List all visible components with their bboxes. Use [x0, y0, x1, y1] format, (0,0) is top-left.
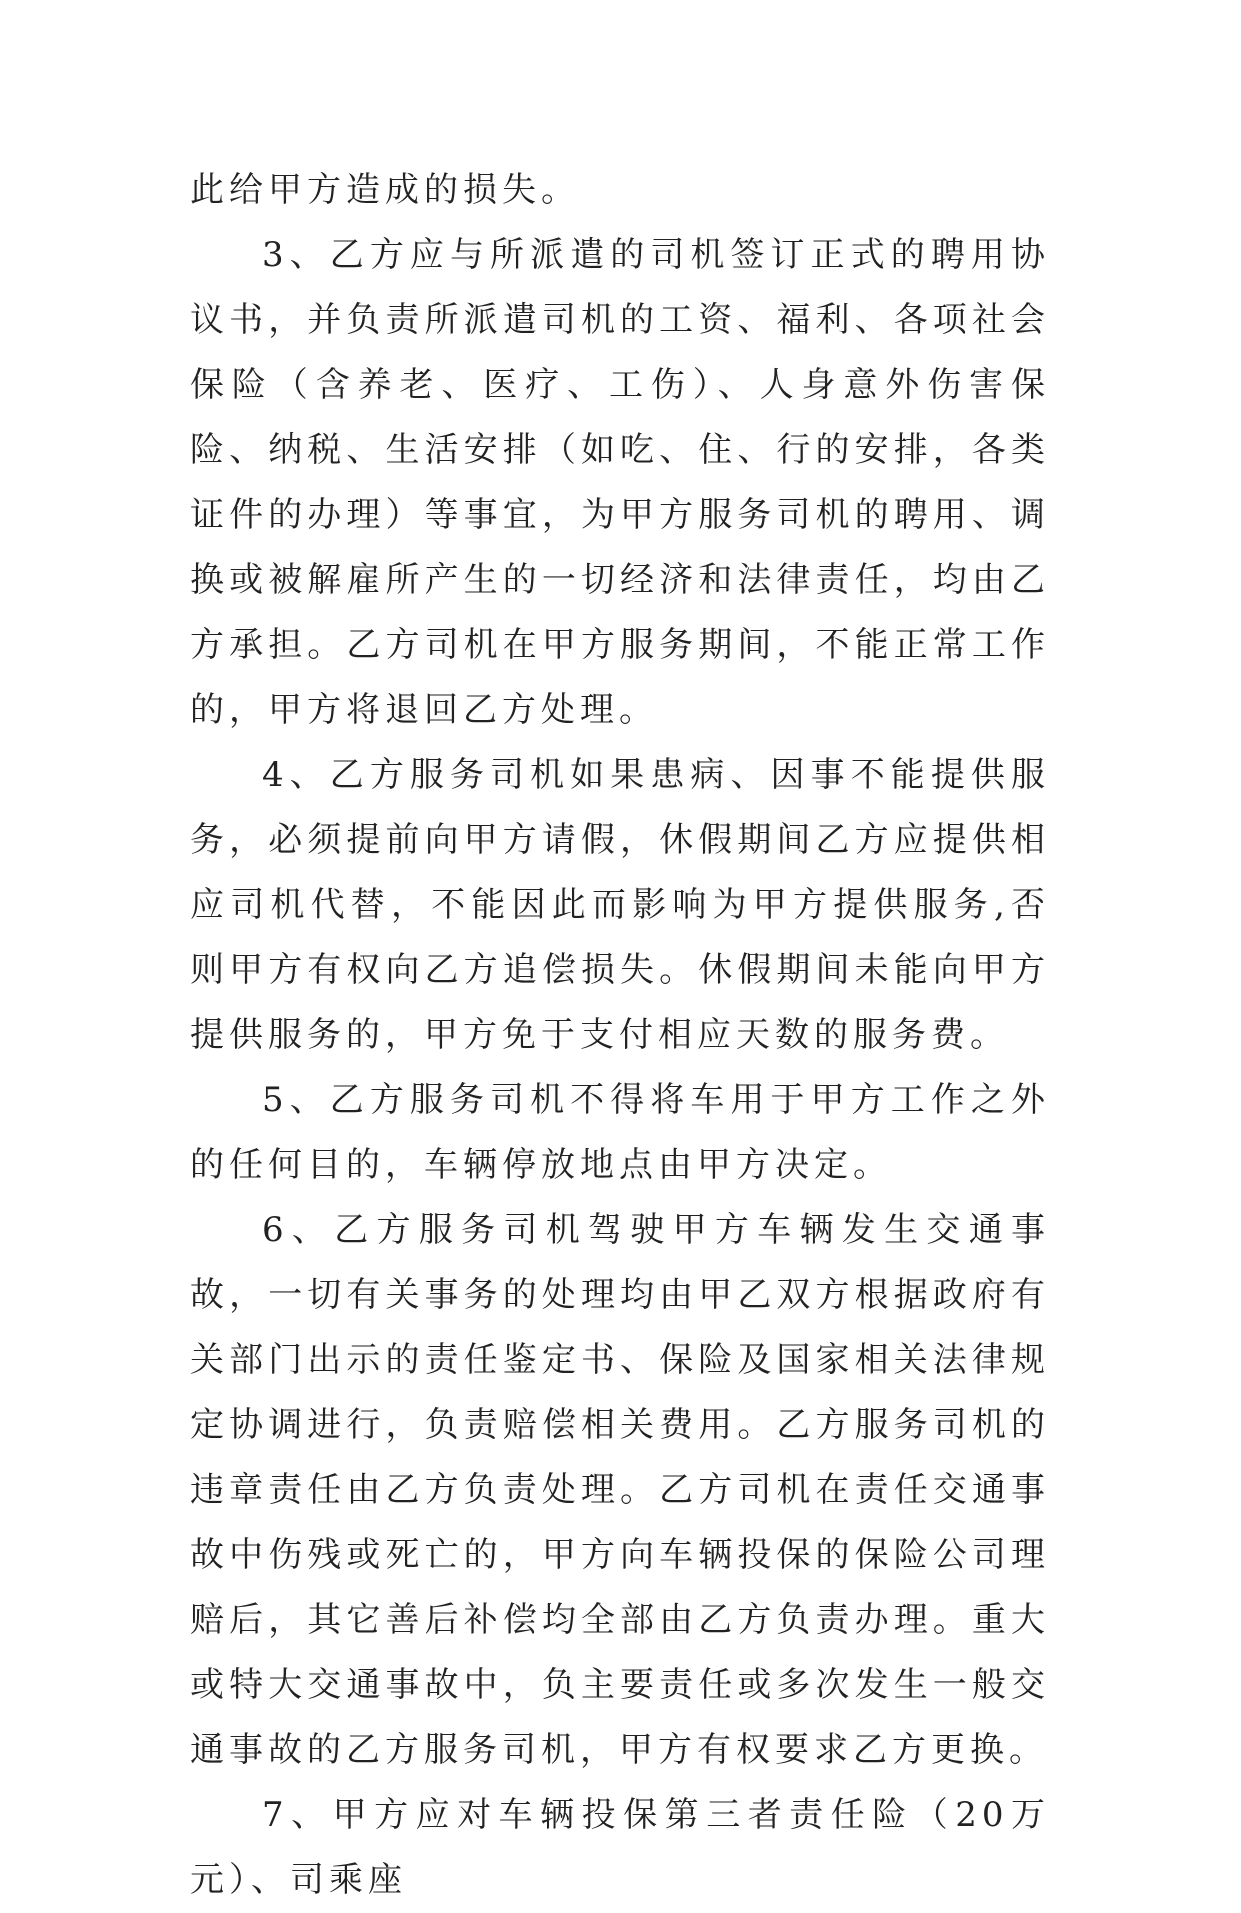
contract-text-body	[190, 158, 1050, 1913]
paragraph-continuation: 此给甲方造成的损失。	[190, 170, 580, 210]
paragraph-clause-3: 3、乙方应与所派遣的司机签订正式的聘用协议书，并负责所派遣司机的工资、福利、各项社会保险（含养老、医疗、工伤）、人身意外伤害保险、纳税、生活安排（如吃、住、行的安排，各类证件的办理）等事宜，为甲方服务司机的聘用、调换或被解雇所产生的一切经济和法律责任，均由乙方承担。乙方司机在甲方服务期间，不能正常工作的，甲方将退回乙方处理。	[190, 235, 1050, 730]
paragraph-clause-6: 6、乙方服务司机驾驶甲方车辆发生交通事故，一切有关事务的处理均由甲乙双方根据政府有关部门出示的责任鉴定书、保险及国家相关法律规定协调进行，负责赔偿相关费用。乙方服务司机的违章责任由乙方负责处理。乙方司机在责任交通事故中伤残或死亡的，甲方向车辆投保的保险公司理赔后，其它善后补偿均全部由乙方负责办理。重大或特大交通事故中，负主要责任或多次发生一般交通事故的乙方服务司机，甲方有权要求乙方更换。	[190, 1210, 1050, 1770]
paragraph-clause-5: 5、乙方服务司机不得将车用于甲方工作之外的任何目的，车辆停放地点由甲方决定。	[190, 1080, 1050, 1185]
paragraph-clause-4: 4、乙方服务司机如果患病、因事不能提供服务，必须提前向甲方请假，休假期间乙方应提供相应司机代替，不能因此而影响为甲方提供服务,否则甲方有权向乙方追偿损失。休假期间未能向甲方提供服务的，甲方免于支付相应天数的服务费。	[190, 755, 1050, 1055]
paragraph-clause-7: 7、甲方应对车辆投保第三者责任险（20万元）、司乘座	[190, 1795, 1050, 1900]
